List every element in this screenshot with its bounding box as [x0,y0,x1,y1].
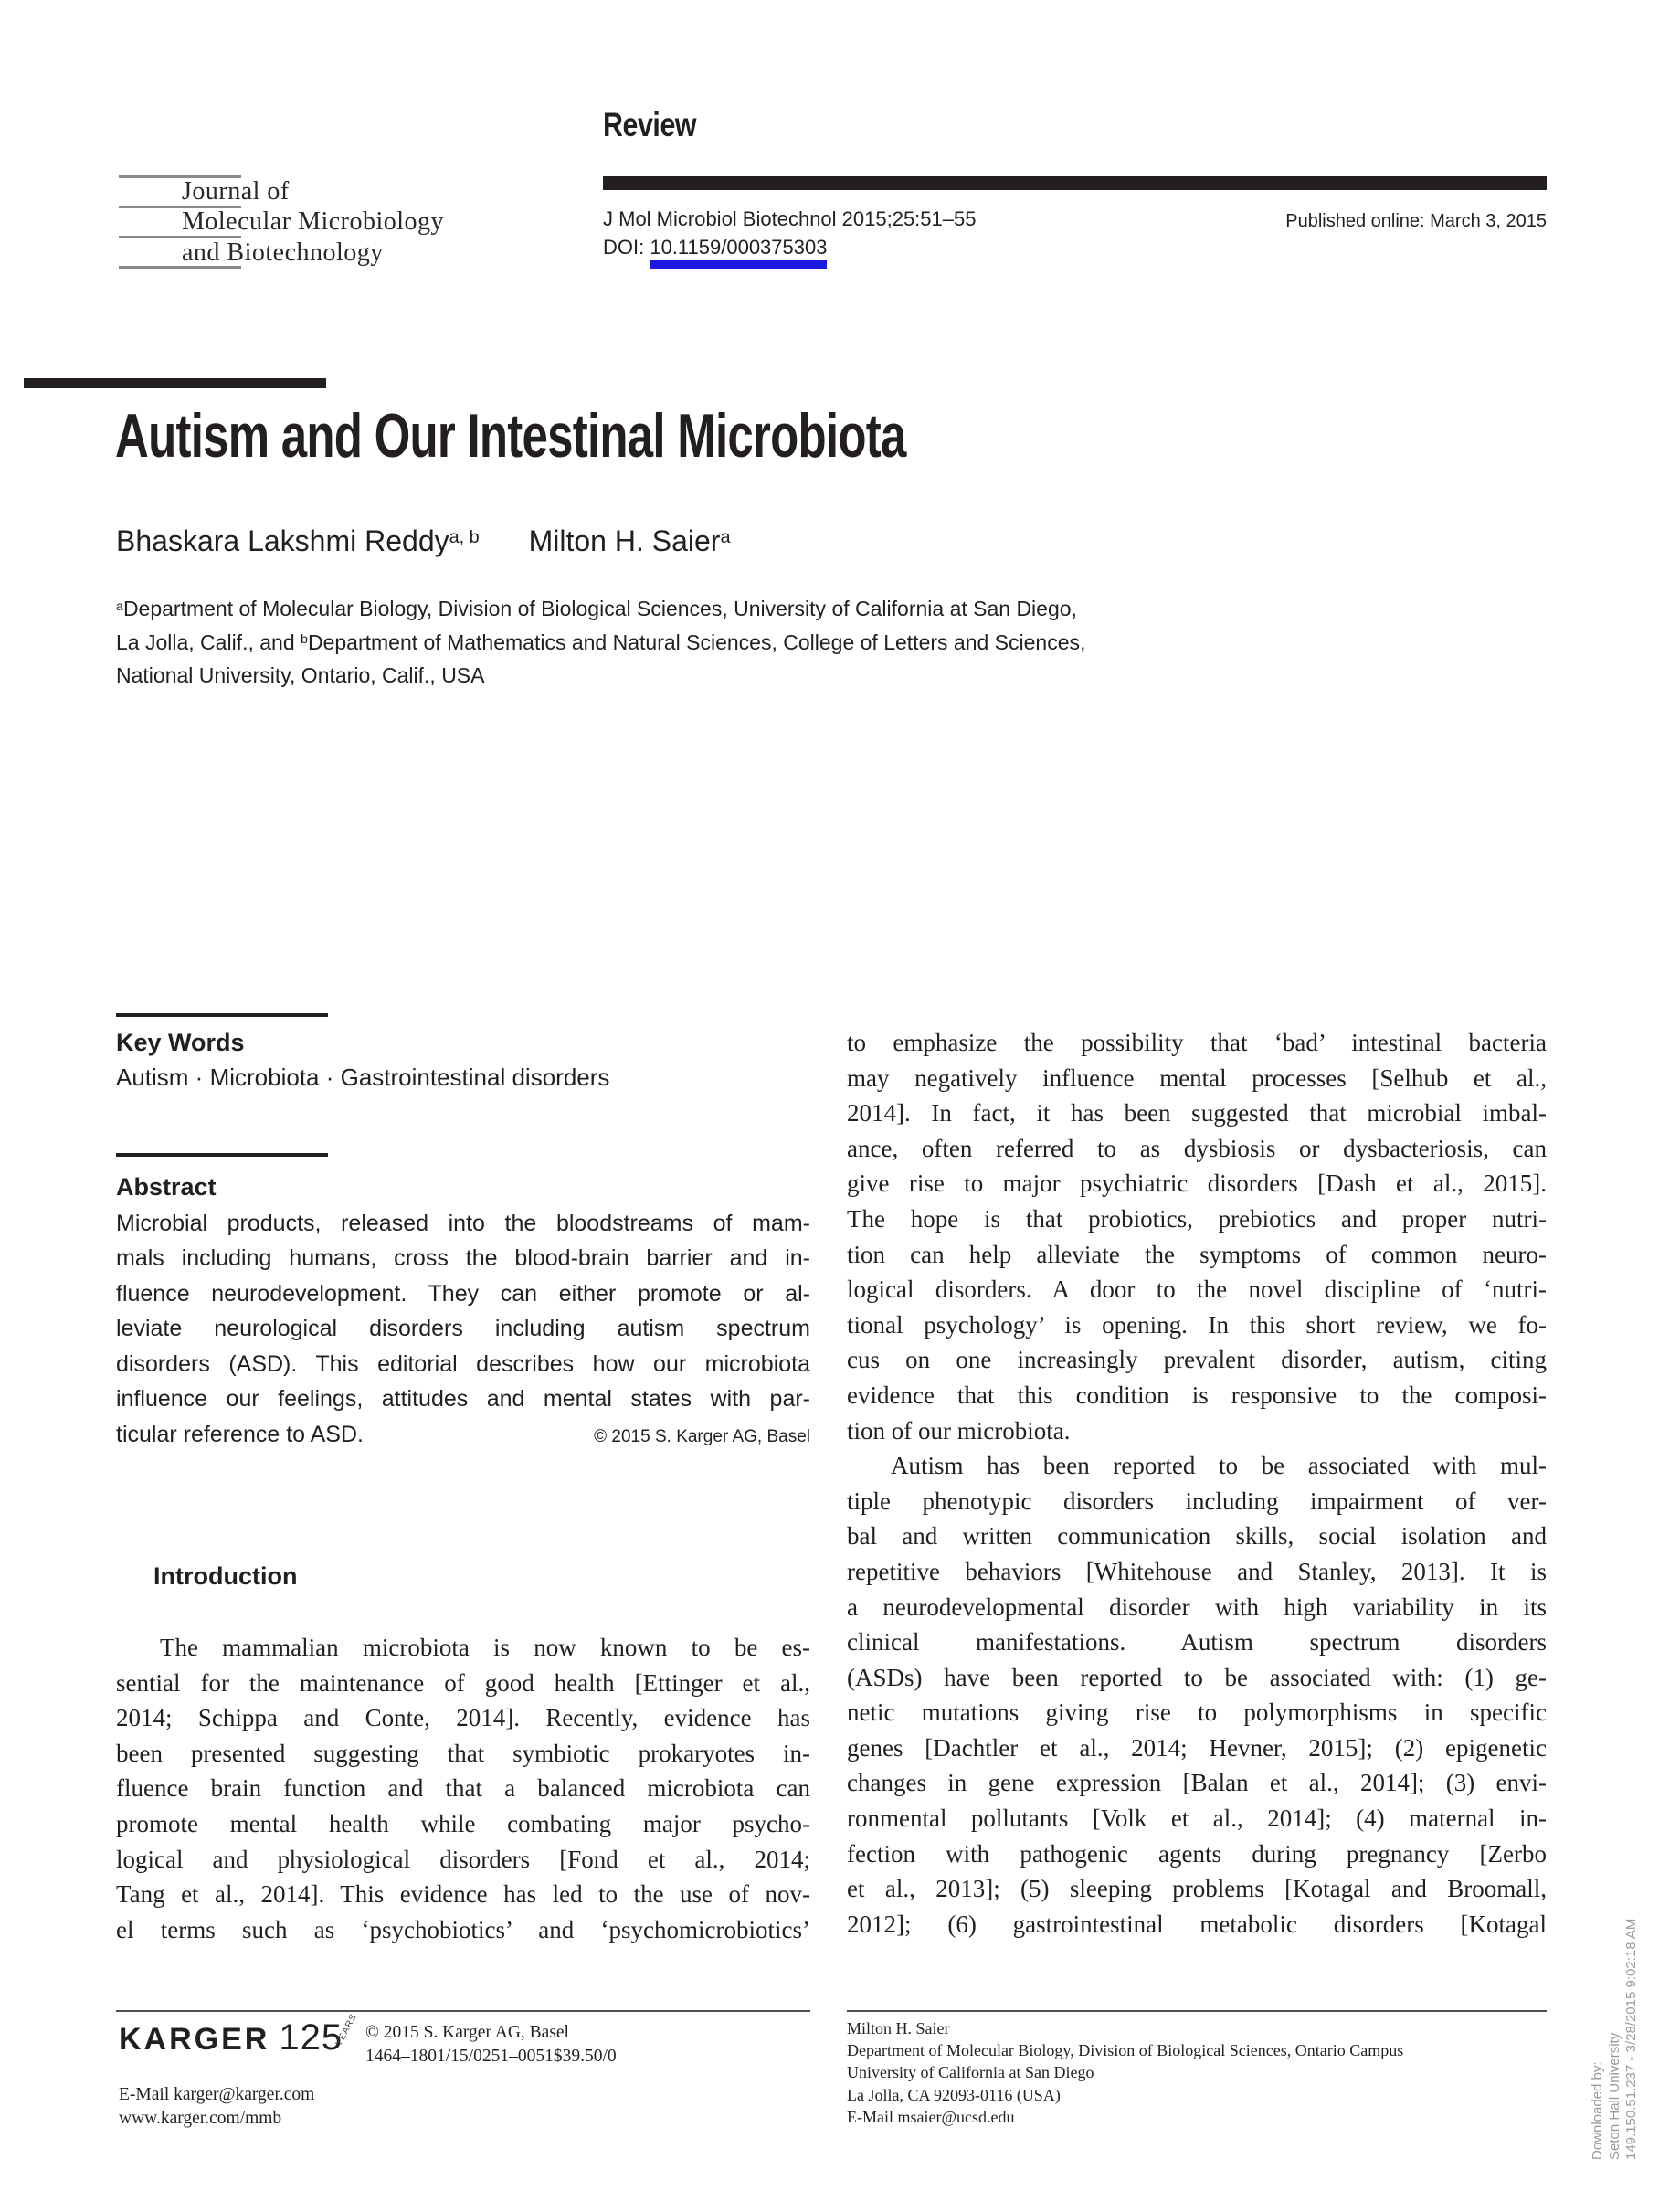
introduction-paragraph [116,1630,810,1947]
author-2: Milton H. Saier$^a$ [528,524,731,557]
text-line: tion can help alleviate the symptoms of common neuro- [847,1240,1547,1268]
text-line: 149.150.51.237 - 3/28/2015 9:02:18 AM [1623,1918,1639,2160]
text-line: et al., 2013]; (5) sleeping problems [Kotagal and Broomall, [847,1875,1547,1903]
text-line: fluence brain function and that a balanced microbiota can [116,1774,810,1803]
text-line: tion of our microbiota. [847,1416,1071,1445]
doi-link[interactable]: 10.1159/000375303 [650,236,827,269]
text-line: tiple phenotypic disorders including impairment of ver- [847,1487,1547,1515]
affiliation-line-3: National University, Ontario, Calif., USA [116,663,485,687]
affiliations [116,594,1085,691]
abstract-last-line [116,1417,810,1452]
text-line: el terms such as ‘psychobiotics’ and ‘psychomicrobiotics’ [116,1915,810,1943]
text-line: influence our feelings, attitudes and mental states with par- [116,1385,810,1412]
abstract-copyright: © 2015 S. Karger AG, Basel [594,1427,810,1446]
text-line: genes [Dachtler et al., 2014; Hevner, 2015]; (2) epigenetic [847,1733,1547,1762]
abstract-body [116,1206,810,1416]
text-line: mals including humans, cross the blood-brain barrier and in- [116,1245,810,1272]
published-online-date: Published online: March 3, 2015 [1285,211,1547,231]
text-line: University of California at San Diego [847,2063,1094,2082]
text-line: sential for the maintenance of good health [Ettinger et al., [116,1668,810,1697]
text-line: 2014]. In fact, it has been suggested that microbial imbal- [847,1099,1547,1127]
text-line: The mammalian microbiota is now known to be es- [160,1634,810,1661]
text-line: Department of Molecular Biology, Division of Biological Sciences, Ontario Campus [847,2041,1404,2060]
text-line: been presented suggesting that symbiotic prokaryotes in- [116,1739,810,1767]
text-line: Microbial products, released into the bloodstreams of mam- [116,1211,810,1236]
text-line: logical and physiological disorders [Fond et al., 2014; [116,1845,810,1873]
text-line: fluence neurodevelopment. They can either promote or al- [116,1280,810,1307]
keywords-text: Autism · Microbiota · Gastrointestinal disorders [116,1064,610,1091]
text-line: netic mutations giving rise to polymorphisms in specific [847,1699,1547,1727]
text-line: The hope is that probiotics, prebiotics and proper nutri- [847,1204,1547,1233]
footer-copyright-block [365,2021,617,2068]
text-line: © 2015 S. Karger AG, Basel [365,2023,569,2042]
introduction-heading: Introduction [153,1562,298,1590]
text-line: www.karger.com/mmb [119,2108,282,2128]
text-line: logical disorders. A door to the novel discipline of ‘nutri- [847,1275,1547,1304]
doi-label: DOI: [603,236,650,259]
text-line: leviate neurological disorders including autism spectrum [116,1316,810,1342]
author-1: Bhaskara Lakshmi Reddy$^{a, b}$ [116,524,480,557]
text-line: disorders (ASD). This editorial describes how our microbiota [116,1350,810,1377]
text-line: Seton Hall University [1606,2032,1622,2160]
text-line: fection with pathogenic agents during pregnancy [Zerbo [847,1839,1547,1868]
karger-years-label: YEARS [333,2012,360,2048]
download-watermark [1590,1918,1641,2160]
text-line: a neurodevelopmental disorder with high variability in its [847,1593,1547,1621]
journal-logo [182,176,444,268]
text-line: Journal of [182,177,290,206]
text-line: 2012]; (6) gastrointestinal metabolic disorders [Kotagal [847,1910,1547,1938]
footer-publisher-contact [119,2083,314,2130]
text-line: promote mental health while combating major psycho- [116,1809,810,1837]
text-line: E-Mail msaier@ucsd.edu [847,2107,1015,2126]
author-list [116,524,730,558]
footer-correspondence-address [847,2017,1403,2128]
body-paragraph-1 [847,1025,1547,1448]
text-line: tional psychology’ is opening. In this short review, we fo- [847,1310,1547,1339]
article-title: Autism and Our Intestinal Microbiota [115,401,906,471]
author-1-affiliation-marker: a, b [449,527,480,548]
affiliation-line-2: La Jolla, Calif., and $^b$Department of Mathematics and Natural Sciences, College of Letters and Sciences, [116,630,1086,654]
keywords-rule-top [116,1013,328,1017]
abstract-heading: Abstract [116,1173,217,1201]
publisher-logo [119,2012,378,2059]
text-line: E-Mail karger@karger.com [119,2085,315,2104]
text-line: changes in gene expression [Balan et al., 2014]; (3) envi- [847,1769,1547,1797]
footer-rule-right [847,2010,1547,2012]
doi-line [603,236,827,259]
header-rule-bar [603,176,1547,190]
text-line: ronmental pollutants [Volk et al., 2014]; (4) maternal in- [847,1805,1547,1833]
body-right-column [847,1025,1547,1942]
karger-wordmark: KARGER [119,2022,270,2057]
text-line: give rise to major psychiatric disorders [Dash et al., 2015]. [847,1170,1547,1198]
title-rule-bar [24,378,326,388]
abstract-rule-top [116,1153,328,1157]
journal-citation: J Mol Microbiol Biotechnol 2015;25:51–55 [603,207,977,230]
text-line: ance, often referred to as dysbiosis or dysbacteriosis, can [847,1134,1547,1162]
text-line: Molecular Microbiology [182,207,445,237]
text-line: and Biotechnology [182,238,384,267]
text-line: Milton H. Saier [847,2019,950,2037]
text-line: evidence that this condition is responsive to the composi- [847,1381,1547,1409]
text-line: La Jolla, CA 92093-0116 (USA) [847,2085,1061,2104]
footer-rule-left [116,2010,810,2012]
text-line: clinical manifestations. Autism spectrum disorders [847,1628,1547,1656]
body-paragraph-2 [847,1448,1547,1942]
affiliation-line-1: $^a$Department of Molecular Biology, Division of Biological Sciences, University of California at San Diego, [116,597,1077,620]
text-line: bal and written communication skills, social isolation and [847,1522,1547,1551]
keywords-heading: Key Words [116,1029,245,1056]
text-line: Tang et al., 2014]. This evidence has led to the use of nov- [116,1880,810,1909]
text-line: may negatively influence mental processes [Selhub et al., [847,1064,1547,1092]
text-line: 1464–1801/15/0251–0051$39.50/0 [365,2046,617,2066]
text-line: Autism has been reported to be associated with mul- [891,1452,1547,1480]
text-line: (ASDs) have been reported to be associated with: (1) ge- [847,1663,1547,1691]
karger-125-anniversary: 125 [279,2017,343,2058]
section-label: Review [603,106,697,143]
text-line: repetitive behaviors [Whitehouse and Stanley, 2013]. It is [847,1557,1547,1585]
abstract-last-text: ticular reference to ASD. [116,1422,364,1447]
text-line: Downloaded by: [1590,2061,1605,2160]
text-line: to emphasize the possibility that ‘bad’ intestinal bacteria [847,1029,1547,1056]
text-line: cus on one increasingly prevalent disorder, autism, citing [847,1346,1547,1374]
text-line: 2014; Schippa and Conte, 2014]. Recently, evidence has [116,1704,810,1732]
author-2-affiliation-marker: a [720,527,731,548]
